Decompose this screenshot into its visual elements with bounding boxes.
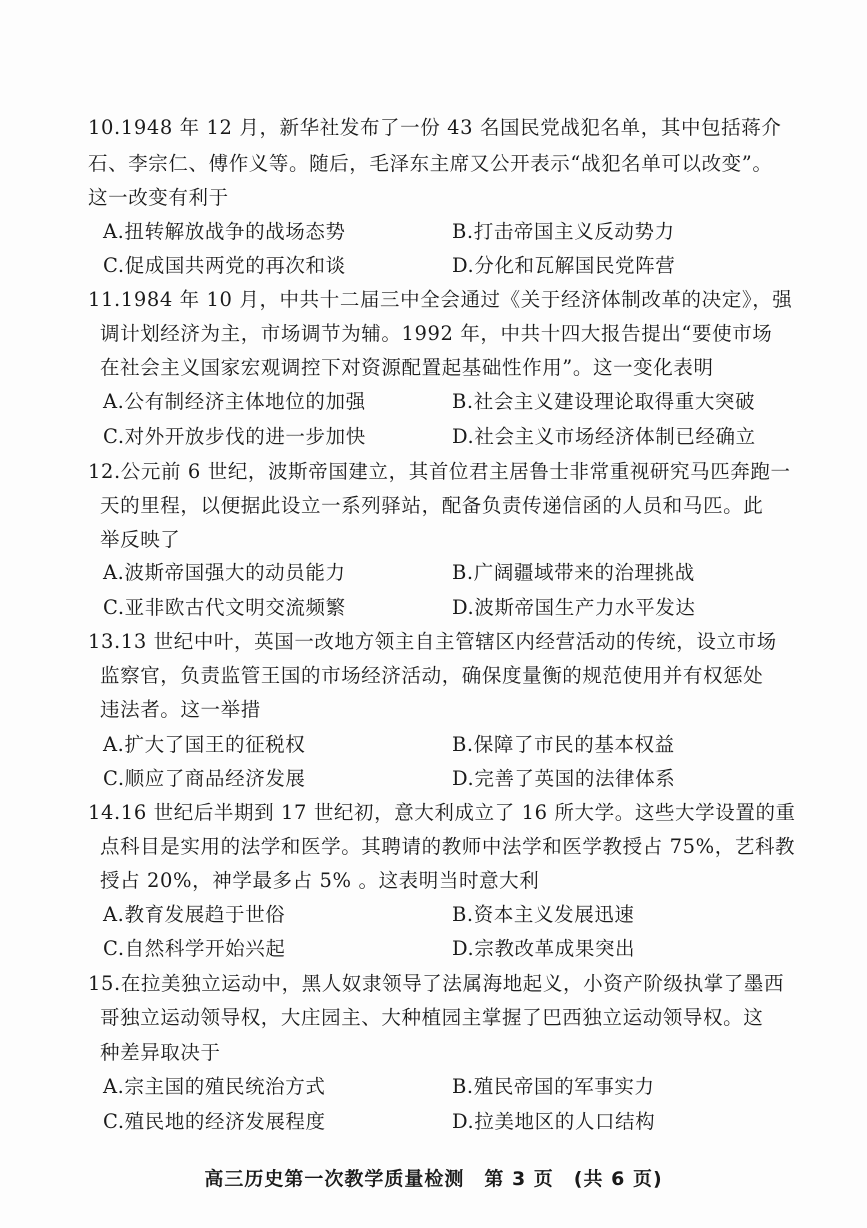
option-d: D.分化和瓦解国民党阵营 — [452, 254, 676, 277]
question-text-line: 这一改变有利于 — [88, 186, 229, 209]
option-a: A.公有制经济主体地位的加强 — [103, 390, 366, 413]
question-text-line: 12.公元前 6 世纪，波斯帝国建立，其首位君主居鲁士非常重视研究马匹奔跑一 — [88, 460, 791, 483]
question-text-line: 哥独立运动领导权，大庄园主、大种植园主掌握了巴西独立运动领导权。这 — [100, 1006, 764, 1029]
question-text-line: 15.在拉美独立运动中，黑人奴隶领导了法属海地起义，小资产阶级执掌了墨西 — [88, 972, 785, 995]
option-d: D.宗教改革成果突出 — [452, 937, 636, 960]
question-text-line: 11.1984 年 10 月，中共十二届三中全会通过《关于经济体制改革的决定》，强 — [88, 288, 793, 311]
option-d: D.波斯帝国生产力水平发达 — [452, 596, 696, 619]
question-text-line: 在社会主义国家宏观调控下对资源配置起基础性作用”。这一变化表明 — [100, 356, 714, 379]
option-b: B.殖民帝国的军事实力 — [452, 1075, 655, 1098]
question-text-line: 种差异取决于 — [100, 1041, 221, 1064]
option-c: C.亚非欧古代文明交流频繁 — [103, 596, 346, 619]
option-c: C.促成国共两党的再次和谈 — [103, 254, 346, 277]
question-text-line: 14.16 世纪后半期到 17 世纪初，意大利成立了 16 所大学。这些大学设置的重 — [88, 801, 796, 824]
option-a: A.扭转解放战争的战场态势 — [103, 220, 346, 243]
option-b: B.资本主义发展迅速 — [452, 903, 635, 926]
option-a: A.扩大了国王的征税权 — [103, 733, 306, 756]
question-text-line: 监察官，负责监管王国的市场经济活动，确保度量衡的规范使用并有权惩处 — [100, 664, 764, 687]
option-c: C.顺应了商品经济发展 — [103, 767, 306, 790]
option-b: B.社会主义建设理论取得重大突破 — [452, 390, 756, 413]
page-footer: 高三历史第一次教学质量检测 第 3 页 (共 6 页) — [204, 1168, 663, 1190]
option-b: B.广阔疆域带来的治理挑战 — [452, 561, 695, 584]
option-d: D.社会主义市场经济体制已经确立 — [452, 425, 756, 448]
option-c: C.殖民地的经济发展程度 — [103, 1110, 326, 1133]
option-a: A.波斯帝国强大的动员能力 — [103, 561, 346, 584]
question-text-line: 点科目是实用的法学和医学。其聘请的教师中法学和医学教授占 75%，艺科教 — [100, 835, 796, 858]
option-b: B.打击帝国主义反动势力 — [452, 220, 675, 243]
option-d: D.拉美地区的人口结构 — [452, 1110, 656, 1133]
question-text-line: 授占 20%，神学最多占 5% 。这表明当时意大利 — [100, 869, 540, 892]
question-text-line: 天的里程，以便据此设立一系列驿站，配备负责传递信函的人员和马匹。此 — [100, 494, 764, 517]
question-text-line: 违法者。这一举措 — [100, 698, 261, 721]
option-a: A.教育发展趋于世俗 — [103, 903, 286, 926]
question-text-line: 石、李宗仁、傅作义等。随后，毛泽东主席又公开表示“战犯名单可以改变”。 — [88, 152, 773, 175]
option-d: D.完善了英国的法律体系 — [452, 767, 676, 790]
option-c: C.自然科学开始兴起 — [103, 937, 286, 960]
question-text-line: 举反映了 — [100, 528, 181, 551]
option-b: B.保障了市民的基本权益 — [452, 733, 675, 756]
question-text-line: 13.13 世纪中叶，英国一改地方领主自主管辖区内经营活动的传统，设立市场 — [88, 630, 777, 653]
question-text-line: 10.1948 年 12 月，新华社发布了一份 43 名国民党战犯名单，其中包括蒋介 — [88, 116, 782, 139]
question-text-line: 调计划经济为主，市场调节为辅。1992 年，中共十四大报告提出“要使市场 — [100, 322, 773, 345]
option-a: A.宗主国的殖民统治方式 — [103, 1075, 326, 1098]
option-c: C.对外开放步伐的进一步加快 — [103, 425, 366, 448]
